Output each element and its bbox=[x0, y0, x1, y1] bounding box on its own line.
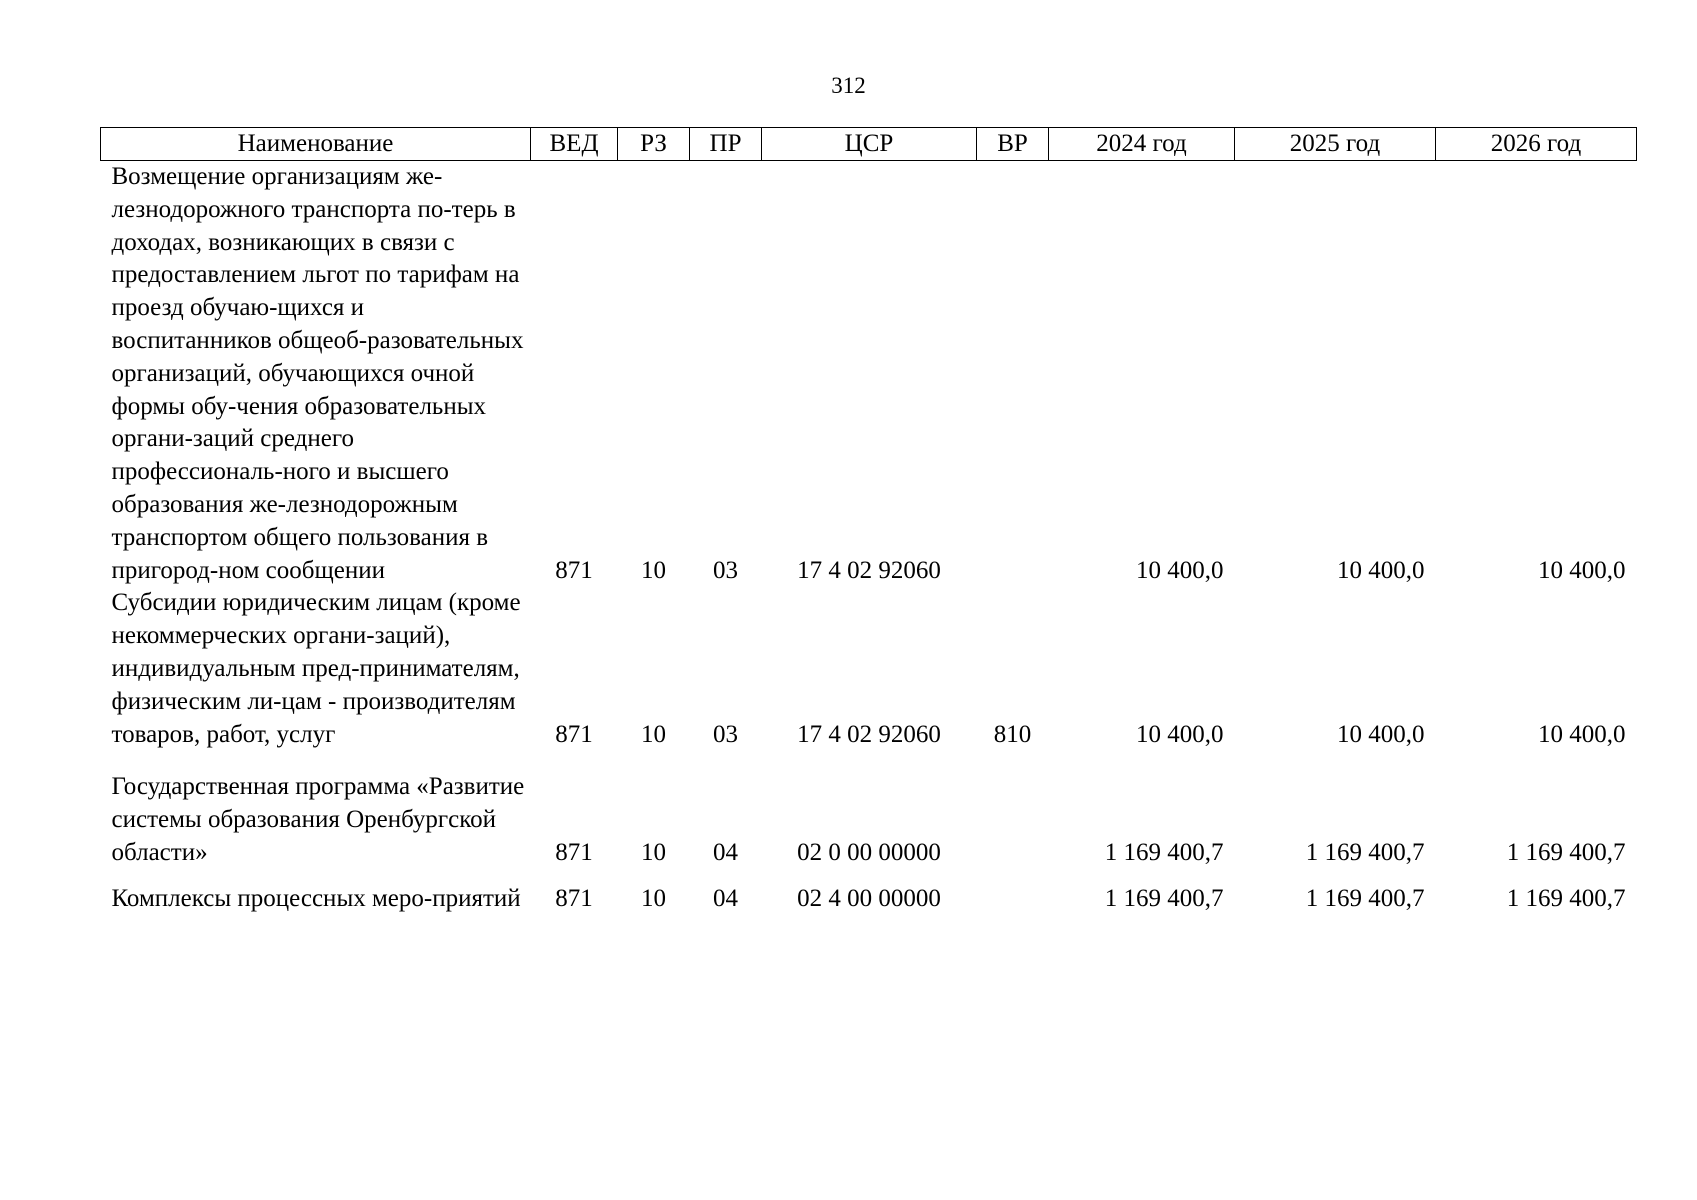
header-ved: ВЕД bbox=[531, 128, 618, 161]
row-2025: 1 169 400,7 bbox=[1305, 884, 1425, 912]
row-vr bbox=[977, 161, 1049, 588]
header-rz: РЗ bbox=[618, 128, 690, 161]
row-2025: 1 169 400,7 bbox=[1305, 838, 1425, 866]
row-2025: 10 400,0 bbox=[1337, 556, 1425, 584]
header-2026: 2026 год bbox=[1436, 128, 1637, 161]
row-rz: 10 bbox=[641, 838, 666, 866]
row-2026: 1 169 400,7 bbox=[1506, 838, 1626, 866]
header-2025: 2025 год bbox=[1235, 128, 1436, 161]
table-header-row bbox=[101, 128, 1637, 161]
table-row bbox=[101, 587, 1637, 751]
row-2025: 10 400,0 bbox=[1337, 720, 1425, 748]
row-2024: 10 400,0 bbox=[1136, 720, 1224, 748]
row-csr: 02 0 00 00000 bbox=[797, 838, 941, 866]
row-2026: 10 400,0 bbox=[1538, 556, 1626, 584]
row-ved: 871 bbox=[555, 720, 593, 748]
row-name: Возмещение организациям же-лезнодорожного транспорта по-терь в доходах, возникающих в связи с предоставлением льгот по тарифам на проезд обучаю-щихся и воспитанников общеоб-разовательных организаций, обучающихся очной формы обу-чения образовательных органи-заций среднего профессиональ-ного и высшего образования же-лезнодорожным транспортом общего пользования в пригород-ном сообщении bbox=[111, 163, 524, 584]
header-csr: ЦСР bbox=[762, 128, 977, 161]
table-row bbox=[101, 751, 1637, 869]
row-name: Субсидии юридическим лицам (кроме некоммерческих органи-заций), индивидуальным пред-принимателям, физическим ли-цам - производителям товаров, работ, услуг bbox=[111, 589, 521, 748]
row-ved: 871 bbox=[555, 556, 593, 584]
row-ved: 871 bbox=[555, 838, 593, 866]
row-2026: 1 169 400,7 bbox=[1506, 884, 1626, 912]
row-csr: 02 4 00 00000 bbox=[797, 884, 941, 912]
row-2024: 10 400,0 bbox=[1136, 556, 1224, 584]
header-vr: ВР bbox=[977, 128, 1049, 161]
table-row bbox=[101, 161, 1637, 588]
header-name: Наименование bbox=[101, 128, 531, 161]
page-number: 312 bbox=[831, 73, 866, 98]
row-name: Комплексы процессных меро-приятий bbox=[111, 884, 521, 912]
row-vr: 810 bbox=[993, 720, 1032, 748]
header-pr: ПР bbox=[690, 128, 762, 161]
budget-table bbox=[100, 127, 1637, 916]
row-2024: 1 169 400,7 bbox=[1104, 838, 1224, 866]
row-rz: 10 bbox=[641, 556, 666, 584]
header-2024: 2024 год bbox=[1049, 128, 1235, 161]
row-2026: 10 400,0 bbox=[1538, 720, 1626, 748]
row-ved: 871 bbox=[555, 884, 593, 912]
row-pr: 03 bbox=[713, 720, 738, 748]
row-vr bbox=[977, 870, 1049, 916]
row-vr bbox=[977, 751, 1049, 869]
row-rz: 10 bbox=[641, 720, 666, 748]
row-pr: 04 bbox=[713, 884, 738, 912]
row-pr: 03 bbox=[713, 556, 738, 584]
row-2024: 1 169 400,7 bbox=[1104, 884, 1224, 912]
row-name: Государственная программа «Развитие системы образования Оренбургской области» bbox=[111, 773, 525, 866]
table-row bbox=[101, 870, 1637, 916]
row-pr: 04 bbox=[713, 838, 738, 866]
row-csr: 17 4 02 92060 bbox=[797, 556, 941, 584]
row-csr: 17 4 02 92060 bbox=[797, 720, 941, 748]
row-rz: 10 bbox=[641, 884, 666, 912]
